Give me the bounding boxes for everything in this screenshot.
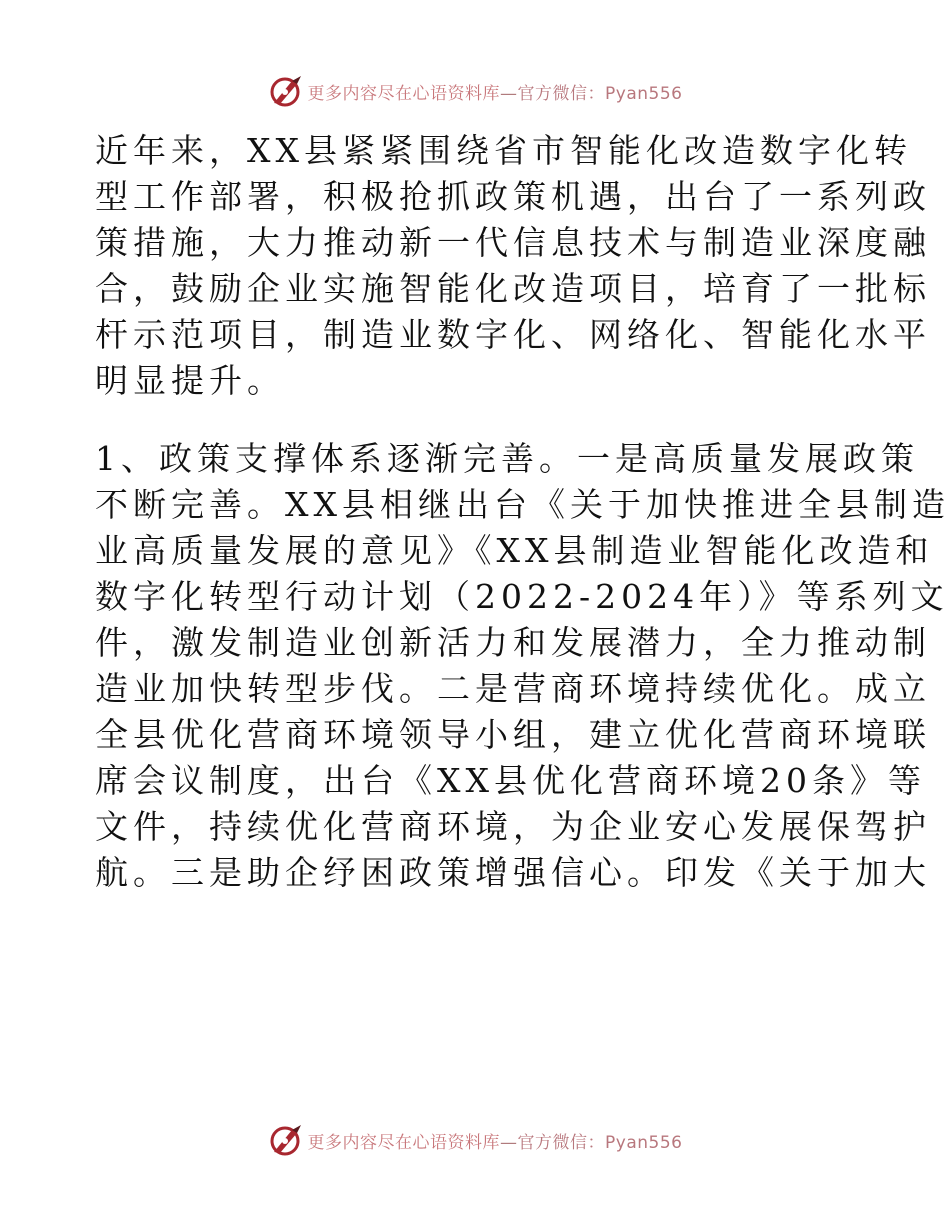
text-line: 策措施，大力推动新一代信息技术与制造业深度融 bbox=[95, 223, 931, 262]
header-watermark-banner bbox=[0, 71, 950, 111]
text-line: 杆示范项目，制造业数字化、网络化、智能化水平 bbox=[95, 315, 931, 354]
text-line: 件，激发制造业创新活力和发展潜力，全力推动制 bbox=[95, 623, 931, 662]
footer-watermark-banner bbox=[0, 1120, 950, 1160]
footer-separator: — bbox=[500, 1132, 518, 1153]
footer-contact: 官方微信：Pyan556 bbox=[517, 1132, 683, 1153]
quill-pen-logo-icon bbox=[268, 1122, 304, 1158]
quill-pen-logo-icon bbox=[268, 73, 304, 109]
footer-site-name: 更多内容尽在心语资料库 bbox=[307, 1132, 501, 1153]
text-line: 合，鼓励企业实施智能化改造项目，培育了一批标 bbox=[95, 269, 931, 308]
text-line: 造业加快转型步伐。二是营商环境持续优化。成立 bbox=[95, 669, 931, 708]
header-contact: 官方微信：Pyan556 bbox=[517, 83, 683, 104]
text-line: 文件，持续优化营商环境，为企业安心发展保驾护 bbox=[95, 807, 931, 846]
header-site-name: 更多内容尽在心语资料库 bbox=[307, 83, 501, 104]
document-body bbox=[95, 128, 950, 896]
text-line: 业高质量发展的意见》《XX县制造业智能化改造和 bbox=[95, 531, 934, 570]
text-line: 席会议制度，出台《XX县优化营商环境20条》等 bbox=[95, 761, 926, 800]
header-separator: — bbox=[500, 83, 518, 104]
text-line: 型工作部署，积极抢抓政策机遇，出台了一系列政 bbox=[95, 177, 931, 216]
text-line: 全县优化营商环境领导小组，建立优化营商环境联 bbox=[95, 715, 931, 754]
text-line: 航。三是助企纾困政策增强信心。印发《关于加大 bbox=[95, 853, 931, 892]
text-line: 明显提升。 bbox=[95, 361, 285, 400]
text-line: 近年来，XX县紧紧围绕省市智能化改造数字化转 bbox=[95, 131, 912, 170]
text-line: 数字化转型行动计划（2022-2024年）》等系列文 bbox=[95, 577, 949, 616]
paragraph-intro bbox=[95, 128, 931, 404]
text-line: 1、政策支撑体系逐渐完善。一是高质量发展政策 bbox=[95, 439, 919, 478]
text-line: 不断完善。XX县相继出台《关于加快推进全县制造 bbox=[95, 485, 950, 524]
paragraph-policy-support bbox=[95, 436, 950, 896]
